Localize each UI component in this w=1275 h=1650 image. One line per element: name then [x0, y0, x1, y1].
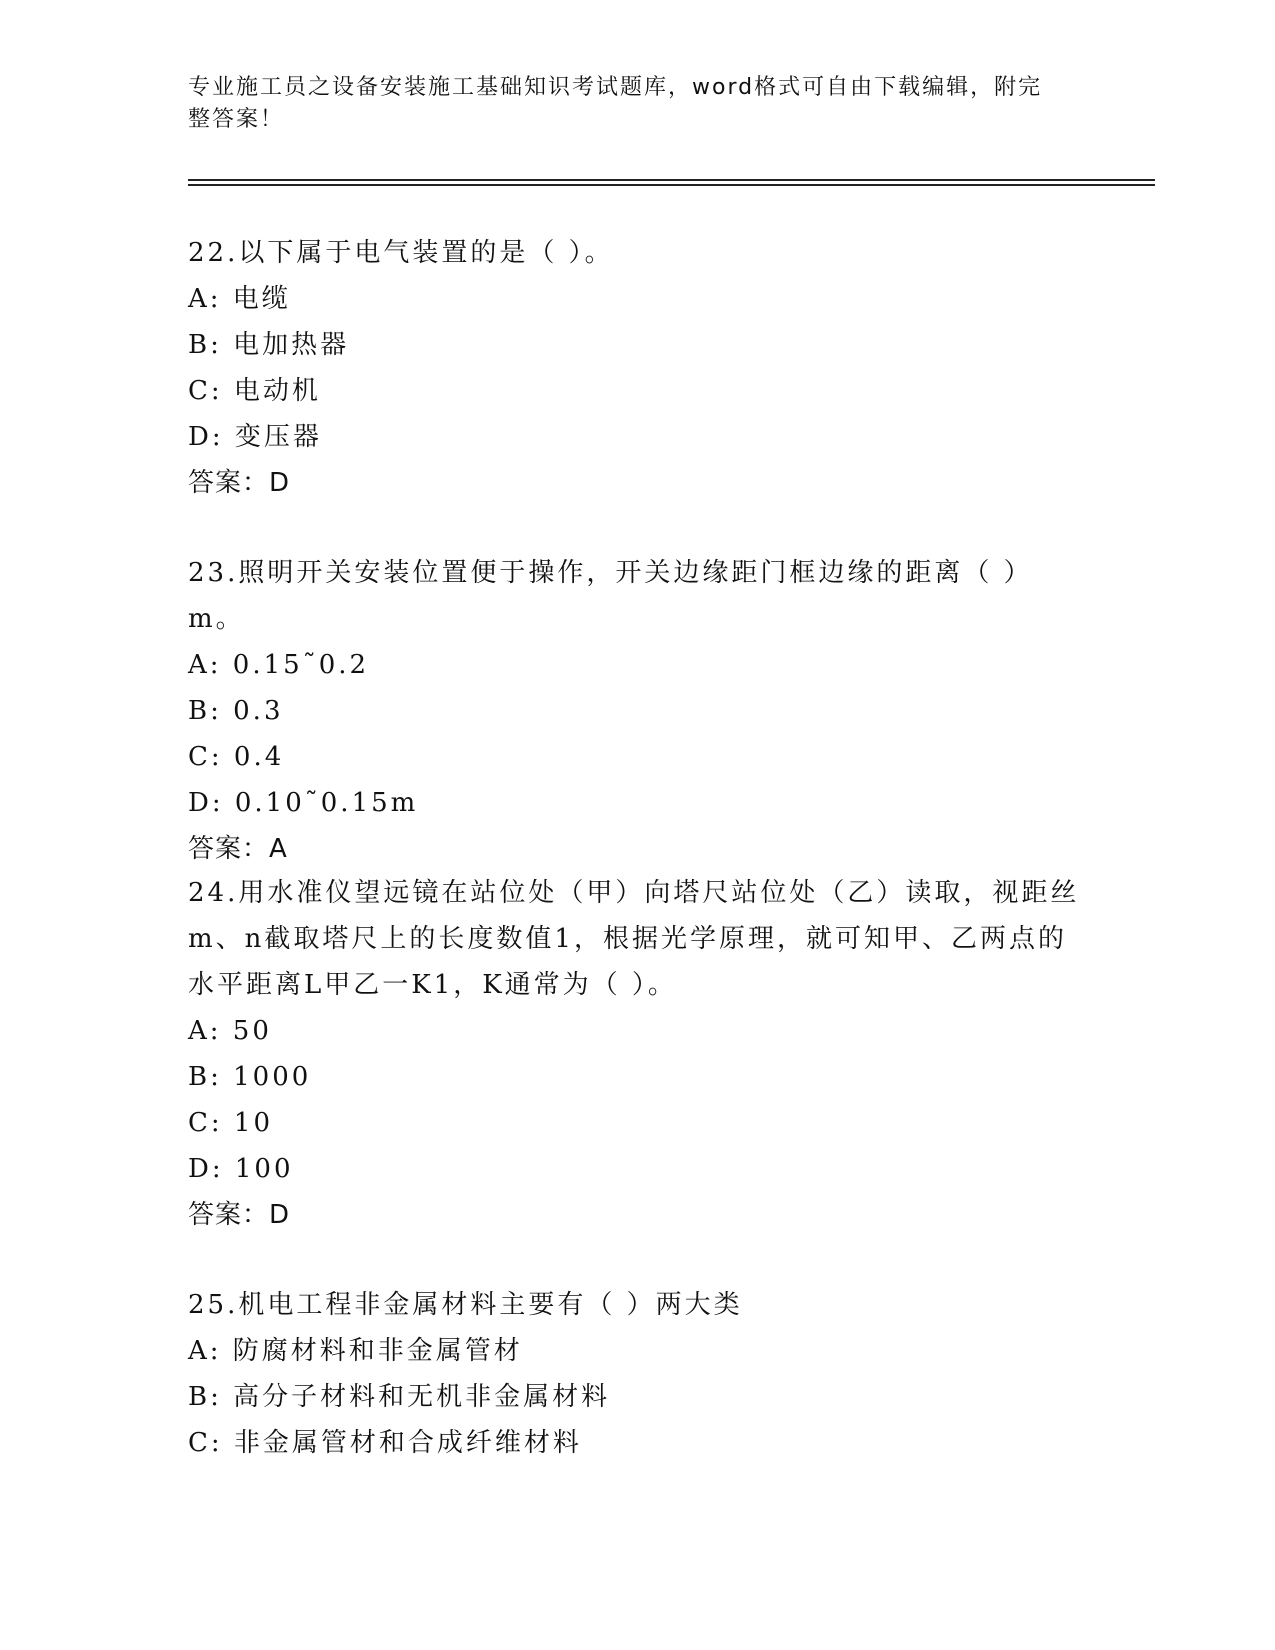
question-22: [188, 230, 1088, 506]
header-divider-bottom: [188, 184, 1155, 186]
option-a: A: 电缆: [188, 284, 291, 314]
question-stem: 25.机电工程非金属材料主要有（ ）两大类: [188, 1290, 743, 1320]
option-d: D: 100: [188, 1154, 294, 1184]
option-c: C: 0.4: [188, 742, 285, 772]
option-c: C: 非金属管材和合成纤维材料: [188, 1428, 582, 1458]
option-d: D: 变压器: [188, 422, 322, 452]
option-a: A: 0.15˜0.2: [188, 650, 370, 680]
option-c: C: 10: [188, 1108, 274, 1138]
option-b: B: 高分子材料和无机非金属材料: [188, 1382, 611, 1412]
question-stem: 23.照明开关安装位置便于操作，开关边缘距门框边缘的距离（ ）m。: [188, 558, 1033, 634]
answer: 答案：A: [188, 834, 288, 864]
option-b: B: 电加热器: [188, 330, 350, 360]
question-stem: 22.以下属于电气装置的是（ ）。: [188, 238, 614, 268]
question-25: [188, 1282, 1088, 1466]
document-header: [188, 72, 1068, 136]
option-c: C: 电动机: [188, 376, 321, 406]
option-d: D: 0.10˜0.15m: [188, 788, 419, 818]
question-23: [188, 550, 1088, 872]
option-b: B: 0.3: [188, 696, 284, 726]
question-stem-line-1: 24.用水准仪望远镜在站位处（甲）向塔尺站位处（乙）读取，视距丝: [188, 878, 1080, 908]
question-stem-line-2: m、n截取塔尺上的长度数值1，根据光学原理，就可知甲、乙两点的: [188, 924, 1067, 954]
header-line-2: 整答案！: [188, 107, 285, 132]
option-b: B: 1000: [188, 1062, 312, 1092]
option-a: A: 防腐材料和非金属管材: [188, 1336, 523, 1366]
header-line-1: 专业施工员之设备安装施工基础知识考试题库，word格式可自由下载编辑，附完: [188, 75, 1043, 100]
question-stem-line-3: 水平距离L甲乙一K1，K通常为（ ）。: [188, 970, 677, 1000]
answer: 答案：D: [188, 468, 291, 498]
header-divider-top: [188, 179, 1155, 181]
question-24: [188, 870, 1088, 1238]
option-a: A: 50: [188, 1016, 272, 1046]
answer: 答案：D: [188, 1200, 291, 1230]
